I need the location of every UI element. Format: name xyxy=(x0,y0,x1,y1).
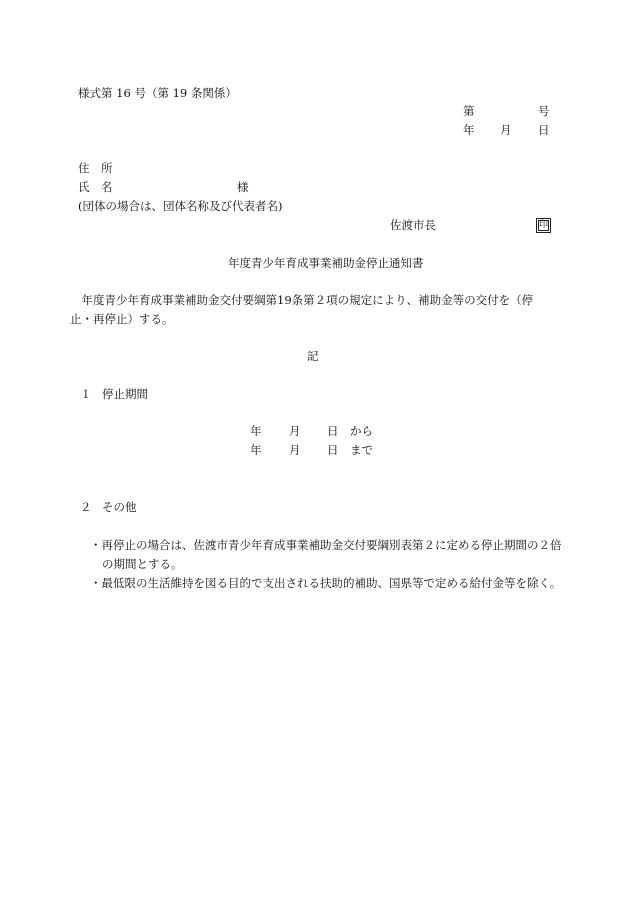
address-label: 住 所 xyxy=(78,161,113,175)
group-note: (団体の場合は、団体名称及び代表者名) xyxy=(78,199,283,213)
name-label: 氏 名 xyxy=(78,180,113,194)
bullet-item: ・再停止の場合は、佐渡市青少年育成事業補助金交付要綱別表第２に定める停止期間の２倍の期間とする。 xyxy=(90,538,562,571)
doc-number-prefix: 第 xyxy=(463,104,475,118)
section2-heading: その他 xyxy=(102,500,137,514)
date-year: 年 xyxy=(463,123,475,137)
section1-number: １ xyxy=(80,387,92,401)
body-paragraph: 年度青少年育成事業補助金交付要綱第19条第２項の規定により、補助金等の交付を（停止・再停止）する。 xyxy=(70,293,534,326)
issuer-name: 佐渡市長 xyxy=(390,218,436,232)
from-month: 月 xyxy=(289,424,301,438)
ki-mark: 記 xyxy=(307,349,319,363)
doc-number-suffix: 号 xyxy=(538,104,550,118)
section2-number: ２ xyxy=(80,500,92,514)
section1-heading: 停止期間 xyxy=(102,387,148,401)
from-year: 年 xyxy=(250,424,262,438)
to-month: 月 xyxy=(289,443,301,457)
honorific: 様 xyxy=(237,180,249,194)
from-suffix: から xyxy=(350,424,373,438)
bullet-item: ・最低限の生活維持を図る目的で支出される扶助的補助、国県等で定める給付金等を除く。 xyxy=(90,576,562,590)
to-year: 年 xyxy=(250,443,262,457)
date-day: 日 xyxy=(538,123,550,137)
seal-box xyxy=(536,218,551,233)
seal-text: 印 xyxy=(538,220,548,230)
from-day: 日 xyxy=(327,424,339,438)
to-suffix: まで xyxy=(350,443,373,457)
date-month: 月 xyxy=(500,123,512,137)
document-title: 年度青少年育成事業補助金停止通知書 xyxy=(228,256,424,270)
form-number: 様式第 16 号（第 19 条関係） xyxy=(78,86,237,100)
to-day: 日 xyxy=(327,443,339,457)
